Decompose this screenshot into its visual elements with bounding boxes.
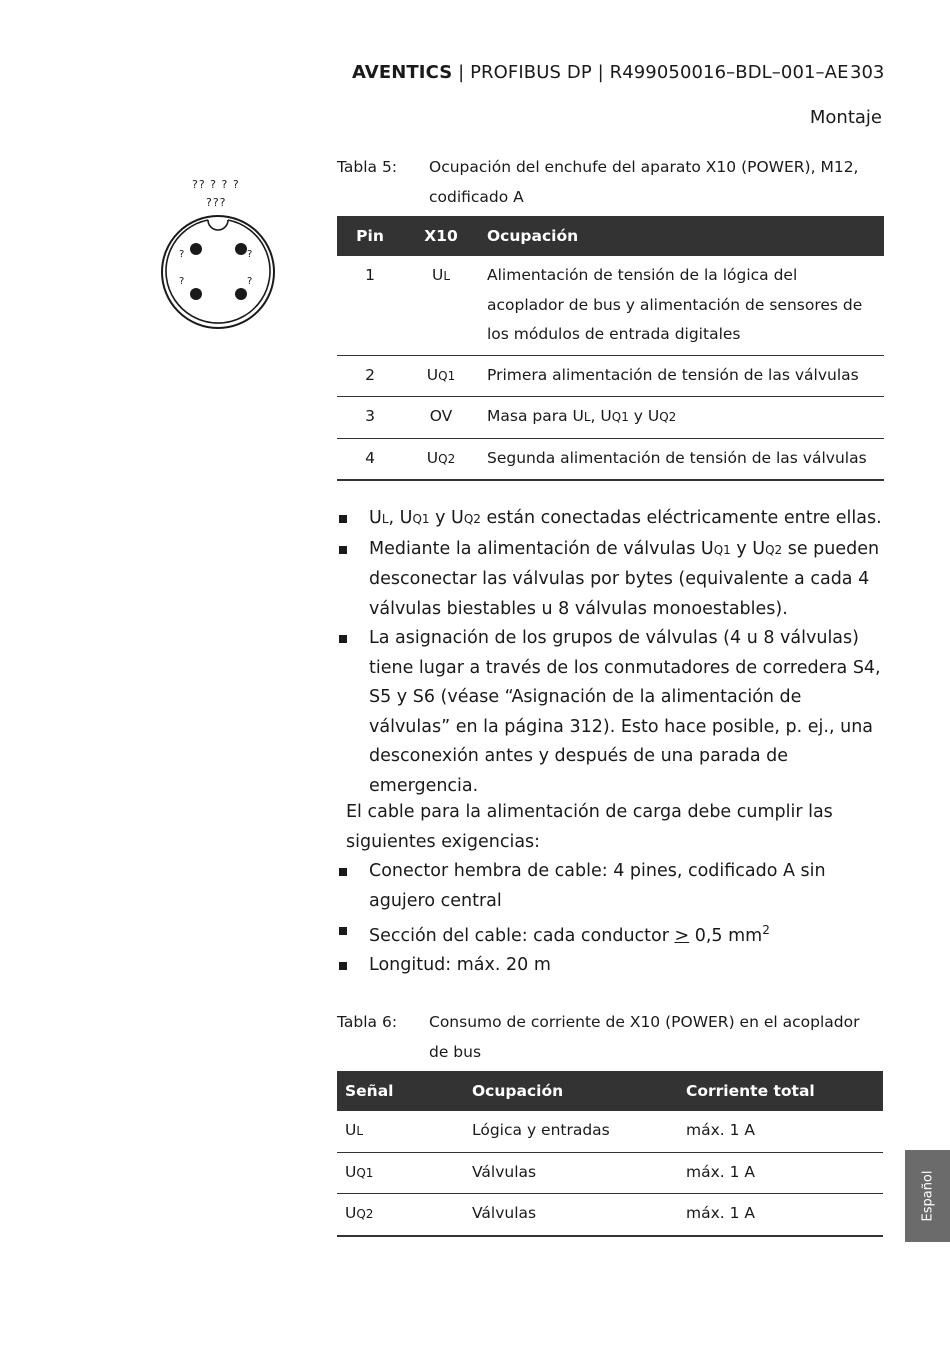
pin-cell: 4 — [337, 438, 403, 480]
current-cell: máx. 1 A — [678, 1152, 883, 1194]
column-header: Corriente total — [678, 1071, 883, 1111]
column-header: Ocupación — [479, 216, 884, 256]
brand-name: AVENTICS — [352, 62, 453, 83]
document-id: | PROFIBUS DP | R499050016–BDL–001–AE — [452, 62, 849, 83]
list-item: UL, UQ1 y UQ2 están conectadas eléctricamente entre ellas. — [337, 504, 887, 535]
table-row — [337, 1152, 883, 1194]
list-item: Conector hembra de cable: 4 pines, codificado A sin agujero central — [337, 857, 887, 916]
x10-cell: UQ1 — [403, 355, 479, 397]
column-header: Pin — [337, 216, 403, 256]
cable-requirements-list — [337, 857, 887, 981]
description-cell: Segunda alimentación de tensión de las válvulas — [479, 438, 884, 480]
table5 — [337, 216, 884, 481]
pin-cell: 1 — [337, 256, 403, 355]
table6-caption-text: Consumo de corriente de X10 (POWER) en el acoplador de bus — [429, 1013, 860, 1061]
table-row — [337, 1194, 883, 1236]
connector-face-drawing — [150, 175, 285, 335]
column-header: X10 — [403, 216, 479, 256]
table6 — [337, 1071, 883, 1237]
current-cell: máx. 1 A — [678, 1194, 883, 1236]
section-title: Montaje — [809, 107, 882, 128]
signal-cell: UQ1 — [337, 1152, 464, 1194]
page-number: 303 — [850, 62, 885, 83]
x10-cell: UL — [403, 256, 479, 355]
pin-mark: ? — [179, 276, 185, 287]
list-item: Mediante la alimentación de válvulas UQ1 y UQ2 se pueden desconectar las válvulas por bytes (equivalente a cada 4 válvulas biestables u 8 válvulas monoestables). — [337, 535, 887, 625]
pin-cell: 2 — [337, 355, 403, 397]
table5-label: Tabla 5: — [337, 158, 398, 176]
x10-cell: UQ2 — [403, 438, 479, 480]
pin-cell: 3 — [337, 397, 403, 439]
table-row — [337, 355, 884, 397]
diagram-label-top: ?? ? ? ? — [192, 178, 240, 191]
description-cell: Primera alimentación de tensión de las válvulas — [479, 355, 884, 397]
table-header-row — [337, 216, 884, 256]
signal-cell: UQ2 — [337, 1194, 464, 1236]
table-row — [337, 397, 884, 439]
signal-cell: UL — [337, 1111, 464, 1152]
m12-connector-diagram — [150, 175, 285, 335]
pin-mark: ? — [247, 249, 253, 260]
list-item: La asignación de los grupos de válvulas (4 u 8 válvulas) tiene lugar a través de los conmutadores de corredera S4, S5 y S6 (véase “Asignación de la alimentación de válvulas” en la página 312). Esto hace posible, p. ej., una desconexión antes y después de una parada de emergencia. — [337, 624, 887, 801]
table-row — [337, 256, 884, 355]
table-header-row — [337, 1071, 883, 1111]
document-header — [352, 62, 849, 83]
list-item: Sección del cable: cada conductor > 0,5 $mm^2$ — [337, 916, 887, 951]
supply-notes-list — [337, 504, 887, 801]
description-cell: Masa para UL, UQ1 y UQ2 — [479, 397, 884, 439]
table6-label: Tabla 6: — [337, 1013, 398, 1031]
table5-caption — [337, 152, 887, 212]
pin-mark: ? — [179, 249, 185, 260]
current-cell: máx. 1 A — [678, 1111, 883, 1152]
x10-cell: OV — [403, 397, 479, 439]
table5-caption-text: Ocupación del enchufe del aparato X10 (POWER), M12, codificado A — [429, 158, 859, 206]
language-tab-label: Español — [920, 1170, 935, 1222]
language-tab — [905, 1150, 950, 1242]
list-item: Longitud: máx. 20 m — [337, 951, 887, 981]
occupation-cell: Lógica y entradas — [464, 1111, 678, 1152]
pin-mark: ? — [247, 276, 253, 287]
column-header: Señal — [337, 1071, 464, 1111]
table-row — [337, 438, 884, 480]
table6-caption — [337, 1007, 887, 1067]
diagram-label-bottom: ??? — [206, 196, 227, 209]
table-row — [337, 1111, 883, 1152]
occupation-cell: Válvulas — [464, 1194, 678, 1236]
description-cell: Alimentación de tensión de la lógica del acoplador de bus y alimentación de sensores de los módulos de entrada digitales — [479, 256, 884, 355]
cable-requirements-intro: El cable para la alimentación de carga debe cumplir las siguientes exigencias: — [346, 802, 833, 852]
column-header: Ocupación — [464, 1071, 678, 1111]
occupation-cell: Válvulas — [464, 1152, 678, 1194]
